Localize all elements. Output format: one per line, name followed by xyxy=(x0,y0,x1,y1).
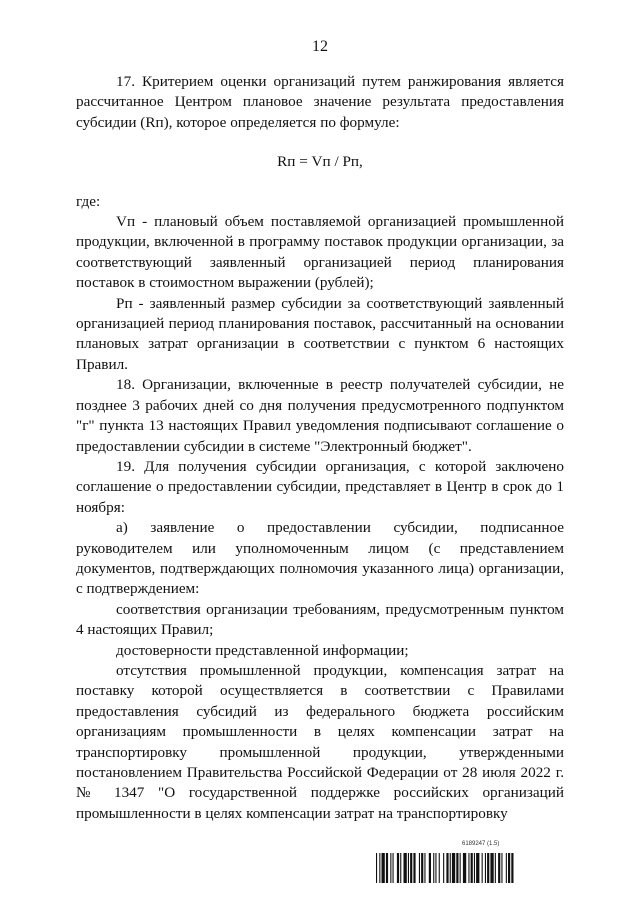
paragraph-19-a: а) заявление о предоставлении субсидии, подписанное руководителем или уполномоченным лицом (с представлением документов, подтверждающих полномочия указанного лица) организации, с подтверждением: xyxy=(76,519,564,598)
formula-legend-rp: Рп - заявленный размер субсидии за соответствующий заявленный организацией период планирования поставок, рассчитанный на основании плановых затрат организации в соответствии с пунктом 6 настоящих Правил. xyxy=(76,294,564,373)
paragraph-17: 17. Критерием оценки организаций путем ранжирования является рассчитанное Центром плановое значение результата предоставления субсидии (Rп), которое определяется по формуле: xyxy=(76,73,564,131)
formula: Rп = Vп / Рп, xyxy=(277,153,363,171)
paragraph-19: 19. Для получения субсидии организация, с которой заключено соглашение о предоставлении субсидии, представляет в Центр в срок до 1 ноября: xyxy=(76,457,564,516)
confirmation-item-1: соответствия организации требованиям, предусмотренным пунктом 4 настоящих Правил; xyxy=(76,600,564,639)
document-body xyxy=(76,72,564,824)
formula-legend-vp: Vп - плановый объем поставляемой организацией промышленной продукции, включенной в программу поставок продукции организации, за соответствующий заявленный организацией период планирования поставок в стоимостном выражении (рублей); xyxy=(76,213,564,292)
document-code: 6189247 (1.5) xyxy=(462,841,500,847)
paragraph-18: 18. Организации, включенные в реестр получателей субсидии, не позднее 3 рабочих дней со дня получения предусмотренного подпунктом "г" пункта 13 настоящих Правил уведомления подписывают соглашение о предоставлении субсидии в системе "Электронный бюджет". xyxy=(76,376,564,455)
confirmation-item-2: достоверности представленной информации; xyxy=(116,641,409,659)
confirmation-item-3: отсутствия промышленной продукции, компенсация затрат на поставку которой осуществляется в соответствии с Правилами предоставления субсидий из федерального бюджета российским организациям промышленности в целях компенсации затрат на транспортировку промышленной продукции, утвержденными постановлением Правительства Российской Федерации от 28 июля 2022 г. № 1347 "О государственной поддержке российских организаций промышленности в целях компенсации затрат на транспортировку xyxy=(76,661,564,822)
page-number: 12 xyxy=(312,38,328,55)
formula-legend-intro: где: xyxy=(76,192,101,210)
barcode-icon xyxy=(376,853,566,883)
